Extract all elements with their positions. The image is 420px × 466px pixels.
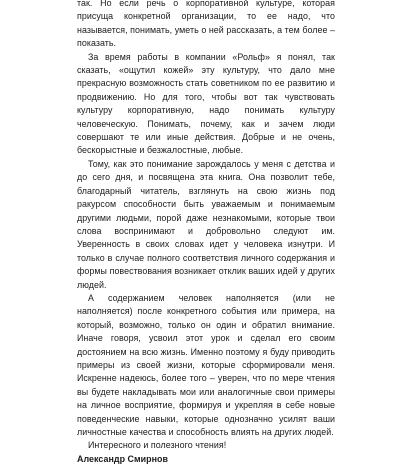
paragraph-3: Тому, как это понимание зарождалось у меня с детства и до сего дня, и посвящена эта книга. Она позволит тебе, благодарный читатель, взглянуть на свою жизнь под ракурсом способности быть уважаемым и понимаемым другими людьми, порой даже незнакомыми, которые твои слова воспринимают и добровольно следуют им. Уверенность в своих словах идет у человека изнутри. И только в случае полного соответствия личного содержания и формы повествования возникает отклик ваших идей у других людей.: [77, 158, 335, 290]
paragraph-1: так. Но если речь о корпоративной культуре, которая присуща конкретной организации, то ее надо, что называется, понимать, уметь о ней рассказать, а тем более – показать.: [77, 0, 335, 49]
closing-line: Интересного и полезного чтения!: [88, 440, 227, 451]
body-text: [77, 0, 335, 466]
paragraph-4: А содержанием человек наполняется (или не наполняется) после конкретного события или примера, на который, возможно, только он один и обратил внимание. Иначе говоря, усвоил этот урок и сделал его своим достоянием на всю жизнь. Именно поэтому я буду приводить примеры из своей жизни, которые сформировали меня. Искренне надеюсь, более того – уверен, что по мере чтения вы будете накладывать мои или аналогичные свои примеры на личное восприятие, формируя и укрепляя в себе новые поведенческие навыки, которые однозначно усилят ваши личностные качества и способность влиять на других людей.: [77, 292, 335, 437]
paragraph-2: За время работы в компании «Рольф» я понял, так сказать, «ощутил кожей» эту культуру, что дало мне прекрасную возможность стать советником по ее развитию и продвижению. Но для того, чтобы вот так чувствовать культуру корпоративную, надо понимать культуру человеческую. Понимать, почему, как и зачем люди совершают те или иные действия. Добрые и не очень, бескорыстные и безжалостные, любые.: [77, 51, 335, 156]
author-signature: Александр Смирнов: [77, 453, 168, 464]
